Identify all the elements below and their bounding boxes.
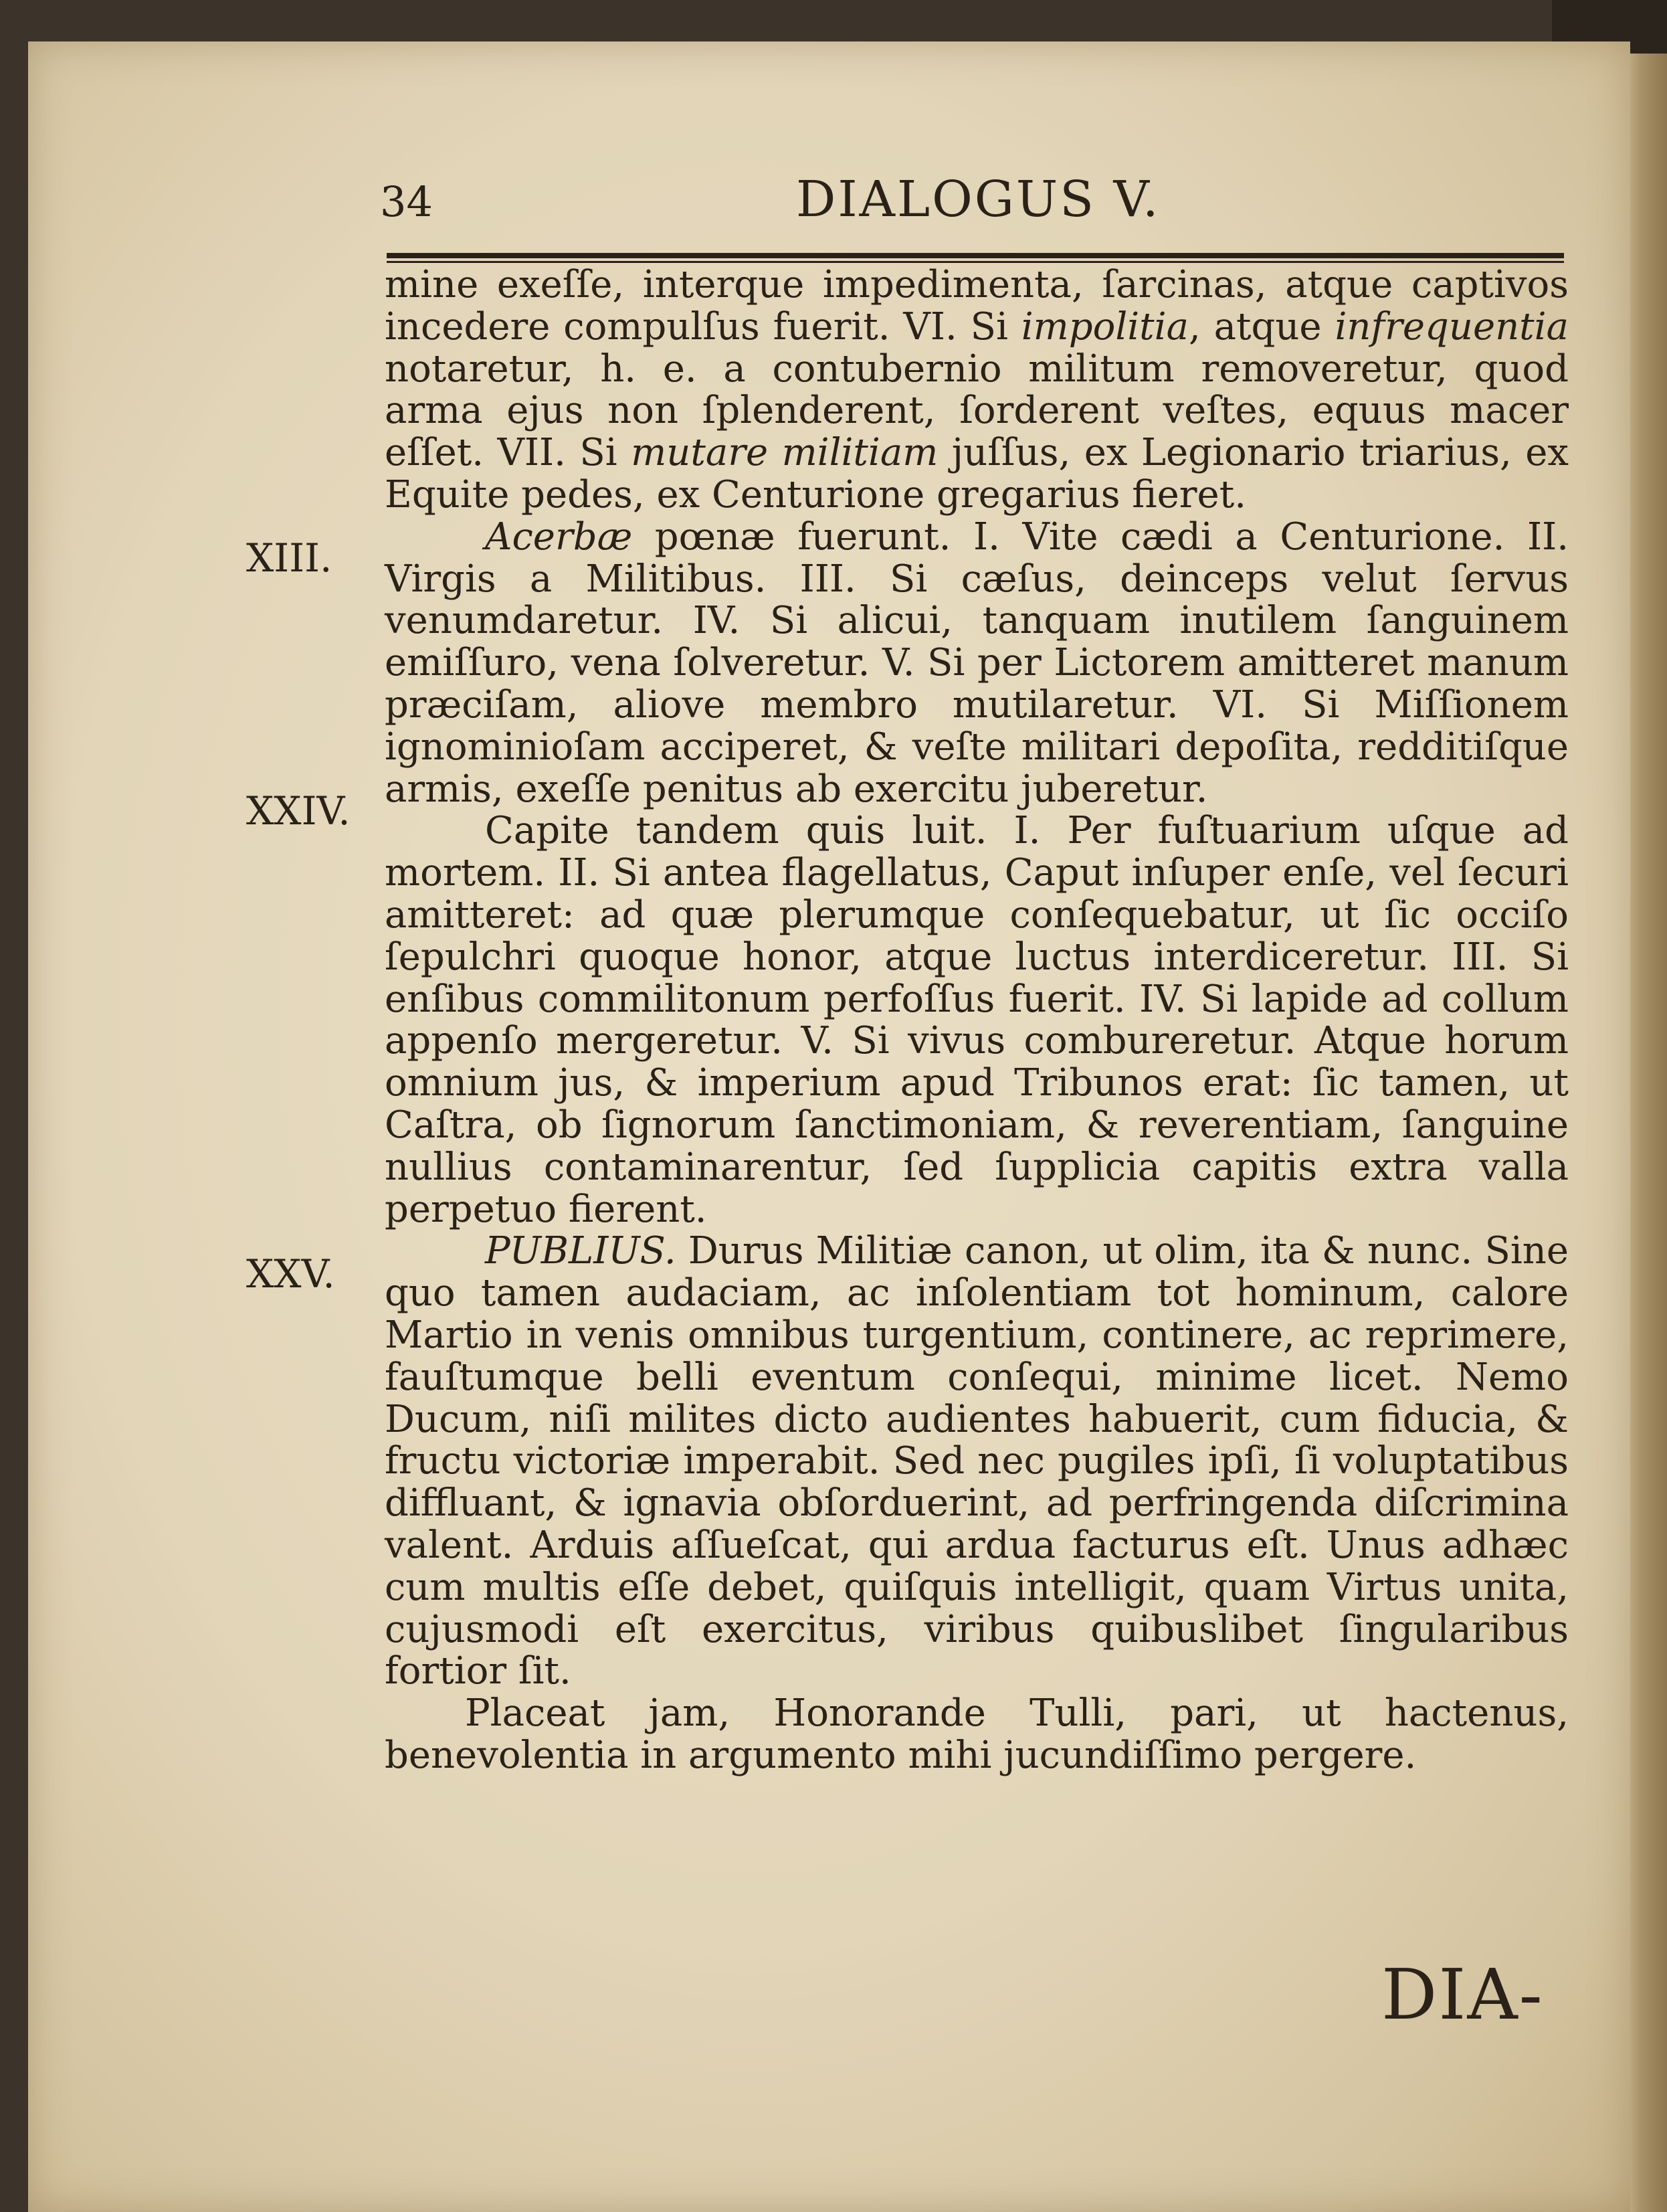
text-run: Placeat jam, Honorande Tulli, pari, ut hactenus, benevolentia in argumento mihi jucundiſſimo pergere. bbox=[385, 1691, 1569, 1777]
page-number: 34 bbox=[380, 177, 433, 226]
running-title: DIALOGUS V. bbox=[796, 171, 1161, 228]
text-run: Capite tandem quis luit. I. Per fuſtuarium uſque ad mortem. II. Si antea flagellatus, Caput inſuper enſe, vel ſecuri amitteret: ad quæ plerumque conſequebatur, ut ſic occiſo ſepulchri quoque honor, atque luctus interdiceretur. III. Si enſibus commilitonum perfoſſus fuerit. IV. Si lapide ad collum appenſo mergeretur. V. Si vivus combureretur. Atque horum omnium jus, & imperium apud Tribunos erat: ſic tamen, ut Caſtra, ob ſignorum ſanctimoniam, & reverentiam, ſanguine nullius contaminarentur, ſed ſupplicia capitis extra valla perpetuo fierent. bbox=[385, 809, 1569, 1231]
text-run: pœnæ fuerunt. I. Vite cædi a Centurione. II. Virgis a Militibus. III. Si cæſus, deinceps velut ſervus venumdaretur. IV. Si alicui, tanquam inutilem ſanguinem emiſſuro, vena ſolveretur. V. Si per Lictorem amitteret manum præciſam, aliove membro mutilaretur. VI. Si Miſſionem ignominioſam acciperet, & veſte militari depoſita, redditiſque armis, exeſſe penitus ab exercitu juberetur. bbox=[385, 515, 1569, 811]
text-run: notaretur, h. e. a contubernio militum removeretur, quod arma ejus non ſplenderent, ſorderent veſtes, equus macer eſſet. VII. Si bbox=[385, 347, 1569, 475]
italic-run: mutare militiam bbox=[631, 431, 939, 475]
margin-number-xxiv: XXIV. bbox=[246, 788, 351, 834]
text-run: Durus Militiæ canon, ut olim, ita & nunc. Sine quo tamen audaciam, ac inſolentiam tot hominum, calore Martio in venis omnibus turgentium, continere, ac reprimere, fauſtumque belli eventum conſequi, minime licet. Nemo Ducum, niſi milites dicto audientes habuerit, cum fiducia, & fructu victoriæ imperabit. Sed nec pugiles ipſi, ſi voluptatibus diffluant, & ignavia obſorduerint, ad perfringenda diſcrimina valent. Arduis aſſueſcat, qui ardua facturus eſt. Unus adhæc cum multis eſſe debet, quiſquis intelligit, quam Virtus unita, cujusmodi eſt exercitus, viribus quibuslibet ſingularibus fortior ſit. bbox=[385, 1229, 1569, 1693]
italic-run: infrequentia bbox=[1335, 304, 1569, 349]
margin-number-xxv: XXV. bbox=[246, 1251, 335, 1297]
margin-number-xiii: XIII. bbox=[246, 535, 332, 581]
paragraph-5 bbox=[385, 1693, 1569, 1777]
text-run: juſſus, ex Legionario triarius, ex Equite pedes, ex Centurione gregarius fieret. bbox=[385, 431, 1569, 517]
paragraph-4 bbox=[385, 1230, 1569, 1693]
italic-run: Acerbæ bbox=[485, 515, 633, 559]
text-run: mine exeſſe, interque impedimenta, ſarcinas, atque captivos incedere compulſus fuerit. VI. Si bbox=[385, 263, 1569, 349]
catchword: DIA- bbox=[1381, 1954, 1544, 2035]
paragraph-2 bbox=[385, 517, 1569, 811]
italic-run: PUBLIUS. bbox=[485, 1229, 676, 1273]
body-text bbox=[385, 264, 1569, 1777]
text-run: , atque bbox=[1188, 304, 1335, 349]
paragraph-1 bbox=[385, 264, 1569, 517]
header-rule bbox=[387, 253, 1564, 258]
paragraph-3 bbox=[385, 810, 1569, 1230]
italic-run: impolitia bbox=[1021, 304, 1189, 349]
